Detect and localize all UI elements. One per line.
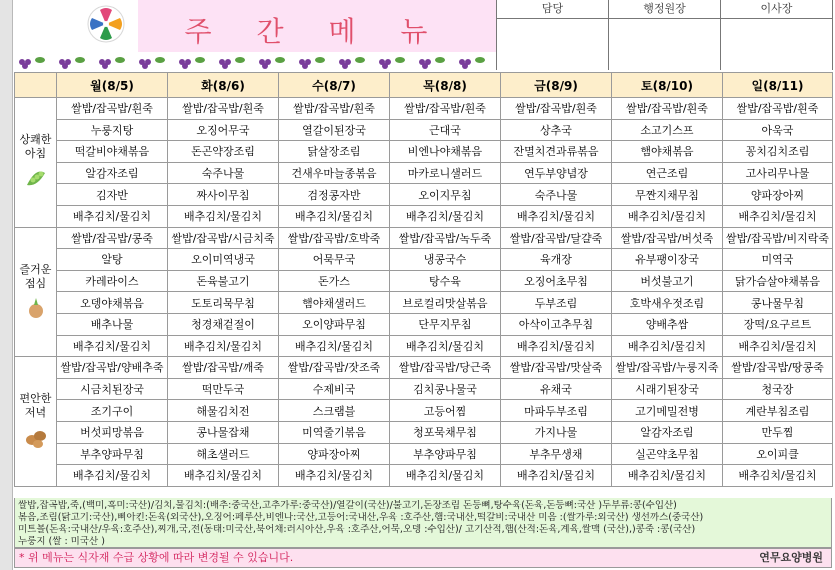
menu-cell: 쌀밥/잡곡밥/흰죽 [612,98,723,120]
approval-sign-director[interactable] [609,18,721,70]
menu-cell: 도토리묵무침 [168,292,279,314]
menu-cell: 근대국 [390,119,501,141]
menu-row [15,162,833,184]
menu-cell: 오이양파무침 [279,313,390,335]
menu-cell: 상추국 [501,119,612,141]
menu-cell: 쌀밥/잡곡밥/콩죽 [57,227,168,249]
approval-sign-chairman[interactable] [721,18,833,70]
onion-icon [23,295,49,321]
menu-cell: 쌀밥/잡곡밥/흰죽 [501,98,612,120]
menu-cell: 배추김치/물김치 [279,465,390,487]
menu-row [15,357,833,379]
menu-cell: 해물김치전 [168,400,279,422]
approval-head-chairman: 이사장 [721,0,833,19]
menu-cell: 쌀밥/잡곡밥/잣조죽 [279,357,390,379]
menu-cell: 배추나물 [57,313,168,335]
menu-row [15,205,833,227]
menu-cell: 단무지무침 [390,313,501,335]
menu-cell: 잔멸치견과류볶음 [501,141,612,163]
menu-cell: 아욱국 [723,119,833,141]
menu-row [15,270,833,292]
meal-label: 편안한 [19,392,52,406]
menu-row [15,141,833,163]
menu-cell: 냉콩국수 [390,249,501,271]
flower-logo-icon [74,0,138,52]
menu-cell: 쌀밥/잡곡밥/흰죽 [168,98,279,120]
menu-cell: 시금치된장국 [57,378,168,400]
menu-cell: 배추김치/물김치 [612,335,723,357]
menu-cell: 배추김치/물김치 [723,205,833,227]
menu-cell: 연두부양념장 [501,162,612,184]
menu-cell: 배추김치/물김치 [723,335,833,357]
menu-cell: 돈가스 [279,270,390,292]
menu-cell: 떡만두국 [168,378,279,400]
menu-cell: 마파두부조림 [501,400,612,422]
menu-cell: 육개장 [501,249,612,271]
menu-cell: 버섯피망볶음 [57,421,168,443]
menu-cell: 쌀밥/잡곡밥/흰죽 [57,98,168,120]
menu-cell: 쌀밥/잡곡밥/호박죽 [279,227,390,249]
menu-cell: 부추무생채 [501,443,612,465]
menu-cell: 쌀밥/잡곡밥/버섯죽 [612,227,723,249]
menu-cell: 배추김치/물김치 [501,205,612,227]
menu-cell: 검정콩자반 [279,184,390,206]
notice-text: * 위 메뉴는 식자재 수급 상황에 따라 변경될 수 있습니다. [19,551,294,564]
menu-cell: 쌀밥/잡곡밥/비지락죽 [723,227,833,249]
menu-cell: 김치콩나물국 [390,378,501,400]
menu-cell: 양파장아찌 [723,184,833,206]
menu-cell: 연근조림 [612,162,723,184]
origin-line: 누룽지 (쌀 : 미국산 ) [18,536,105,547]
origin-line: 쌀밥,잡곡밥,죽,(백미,흑미:국산)/김치,물김치:(배추:중국산,고추가루:중국산)/열갈이(국산)/불고기,돈장조림 돈등뼈,탕수육(돈육,돈등뼈:국산 )두부류:콩(수입산) [18,500,677,511]
menu-cell: 고기메밀전병 [612,400,723,422]
menu-row [15,292,833,314]
menu-cell: 쌀밥/잡곡밥/깨죽 [168,357,279,379]
meal-label-cell [15,98,57,228]
menu-row [15,313,833,335]
menu-cell: 무짠지채무침 [612,184,723,206]
day-header: 수(8/7) [279,73,390,98]
menu-cell: 브로컬리맛살볶음 [390,292,501,314]
menu-cell: 해초샐러드 [168,443,279,465]
meal-label: 저녁 [24,406,47,420]
menu-cell: 소고기스프 [612,119,723,141]
menu-cell: 가지나물 [501,421,612,443]
menu-cell: 쌀밥/잡곡밥/맛살죽 [501,357,612,379]
menu-cell: 미역줄기볶음 [279,421,390,443]
potatoes-icon [23,424,49,450]
approval-head-staff: 담당 [497,0,609,19]
menu-cell: 돈육불고기 [168,270,279,292]
menu-cell: 배추김치/물김치 [279,335,390,357]
hospital-name: 연무요양병원 [759,551,823,564]
meal-label: 아침 [24,147,47,161]
meal-label-cell [15,227,57,357]
menu-cell: 콩나물잡채 [168,421,279,443]
menu-cell: 떡갈비야채볶음 [57,141,168,163]
menu-cell: 돈곤약장조림 [168,141,279,163]
menu-cell: 두부조림 [501,292,612,314]
corner-cell [15,73,57,98]
menu-cell: 고사리무나물 [723,162,833,184]
menu-cell: 오이지무침 [390,184,501,206]
day-header: 화(8/6) [168,73,279,98]
menu-cell: 배추김치/물김치 [612,465,723,487]
menu-cell: 배추김치/물김치 [501,335,612,357]
menu-cell: 닭살장조림 [279,141,390,163]
page-title: 주 간 메 뉴 [184,15,446,48]
menu-cell: 쌀밥/잡곡밥/달걀죽 [501,227,612,249]
notice-bar [14,548,832,568]
origin-info-box [14,498,832,548]
menu-cell: 쌀밥/잡곡밥/녹두죽 [390,227,501,249]
peas-icon [23,165,49,191]
menu-row [15,443,833,465]
menu-cell: 배추김치/물김치 [168,335,279,357]
menu-body [15,98,833,487]
menu-cell: 호박새우젓조림 [612,292,723,314]
menu-cell: 배추김치/물김치 [57,465,168,487]
day-header: 월(8/5) [57,73,168,98]
menu-cell: 콩나물무침 [723,292,833,314]
menu-cell: 시래기된장국 [612,378,723,400]
menu-cell: 오징어초무침 [501,270,612,292]
menu-cell: 아삭이고추무침 [501,313,612,335]
menu-cell: 배추김치/물김치 [723,465,833,487]
menu-cell: 버섯불고기 [612,270,723,292]
menu-cell: 청포묵채무침 [390,421,501,443]
menu-cell: 쌀밥/잡곡밥/흰죽 [390,98,501,120]
menu-cell: 쌀밥/잡곡밥/양배추죽 [57,357,168,379]
row-header-strip [0,0,13,570]
menu-cell: 배추김치/물김치 [168,205,279,227]
menu-cell: 김자반 [57,184,168,206]
menu-cell: 숙주나물 [501,184,612,206]
menu-cell: 탕수육 [390,270,501,292]
menu-cell: 쌀밥/잡곡밥/당근죽 [390,357,501,379]
menu-cell: 배추김치/물김치 [612,205,723,227]
menu-cell: 수제비국 [279,378,390,400]
menu-cell: 부추양파무침 [57,443,168,465]
menu-row [15,465,833,487]
menu-cell: 청국장 [723,378,833,400]
menu-row [15,98,833,120]
menu-row [15,227,833,249]
menu-cell: 열갈이된장국 [279,119,390,141]
menu-cell: 배추김치/물김치 [168,465,279,487]
meal-label-cell [15,357,57,487]
menu-row [15,400,833,422]
menu-cell: 배추김치/물김치 [390,205,501,227]
meal-label: 점심 [24,276,47,290]
day-header: 토(8/10) [612,73,723,98]
day-header-row [15,73,833,98]
menu-cell: 오이미역냉국 [168,249,279,271]
menu-cell: 닭가슴살야채볶음 [723,270,833,292]
menu-cell: 미역국 [723,249,833,271]
day-header: 일(8/11) [723,73,833,98]
menu-cell: 배추김치/물김치 [57,205,168,227]
menu-cell: 건새우마늘종볶음 [279,162,390,184]
menu-cell: 마카로니샐러드 [390,162,501,184]
menu-cell: 쌀밥/잡곡밥/땅콩죽 [723,357,833,379]
menu-cell: 누룽지탕 [57,119,168,141]
menu-cell: 카레라이스 [57,270,168,292]
origin-line: 미트볼(돈육:국내산/우육:호주산),찌개,국,전(동태:미국산,북어채:러시아산,우육 :호주산,어묵,오뎅 :수입산)/ 고기산적,햄(산적:돈육,계육,쌀맥 (국산),)콩죽 :콩(국산) [18,524,696,535]
menu-cell: 햄야채볶음 [612,141,723,163]
menu-cell: 양파장아찌 [279,443,390,465]
approval-sign-staff[interactable] [497,18,609,70]
menu-cell: 양배추쌈 [612,313,723,335]
menu-cell: 햄야채샐러드 [279,292,390,314]
menu-cell: 배추김치/물김치 [390,335,501,357]
menu-cell: 청경채겉절이 [168,313,279,335]
menu-cell: 실곤약초무침 [612,443,723,465]
menu-row [15,184,833,206]
menu-cell: 부추양파무침 [390,443,501,465]
menu-row [15,421,833,443]
approval-head-director: 행정원장 [609,0,721,19]
menu-cell: 쌀밥/잡곡밥/누룽지죽 [612,357,723,379]
menu-row [15,119,833,141]
menu-cell: 오이피클 [723,443,833,465]
menu-row [15,378,833,400]
meal-label: 상쾌한 [19,133,52,147]
menu-cell: 알감자조림 [612,421,723,443]
menu-cell: 어묵무국 [279,249,390,271]
menu-cell: 고등어찜 [390,400,501,422]
menu-cell: 알감자조림 [57,162,168,184]
menu-cell: 쌀밥/잡곡밥/시금치죽 [168,227,279,249]
menu-cell: 배추김치/물김치 [279,205,390,227]
menu-cell: 유부팽이장국 [612,249,723,271]
menu-cell: 오뎅야채볶음 [57,292,168,314]
menu-cell: 스크램블 [279,400,390,422]
menu-cell: 숙주나물 [168,162,279,184]
menu-cell: 배추김치/물김치 [390,465,501,487]
menu-cell: 꽁치김치조림 [723,141,833,163]
meal-label: 즐거운 [19,262,52,276]
day-header: 금(8/9) [501,73,612,98]
approval-box [496,0,833,70]
menu-cell: 쌀밥/잡곡밥/흰죽 [279,98,390,120]
menu-cell: 유채국 [501,378,612,400]
menu-row [15,249,833,271]
menu-cell: 장떡/요구르트 [723,313,833,335]
day-header: 목(8/8) [390,73,501,98]
menu-cell: 알탕 [57,249,168,271]
weekly-menu-table [14,72,833,487]
menu-cell: 계란부침조림 [723,400,833,422]
menu-cell: 오징어무국 [168,119,279,141]
menu-cell: 짜사이무침 [168,184,279,206]
menu-cell: 조기구이 [57,400,168,422]
menu-row [15,335,833,357]
menu-cell: 배추김치/물김치 [501,465,612,487]
menu-cell: 비엔나야채볶음 [390,141,501,163]
menu-cell: 배추김치/물김치 [57,335,168,357]
grape-border-decoration [14,52,496,70]
menu-cell: 쌀밥/잡곡밥/흰죽 [723,98,833,120]
hospital-logo [74,0,138,52]
menu-cell: 만두찜 [723,421,833,443]
origin-line: 볶음,조림(닭고기:국산),삐아킨:돈육(외국산),오징어:페루산,비엔나:국산,고등어:국내산,우육 :호주산,햄:국내산,떡갈비:국내산 미음 :(쌀가루:외국산) 생선까스(중국산) [18,512,704,523]
